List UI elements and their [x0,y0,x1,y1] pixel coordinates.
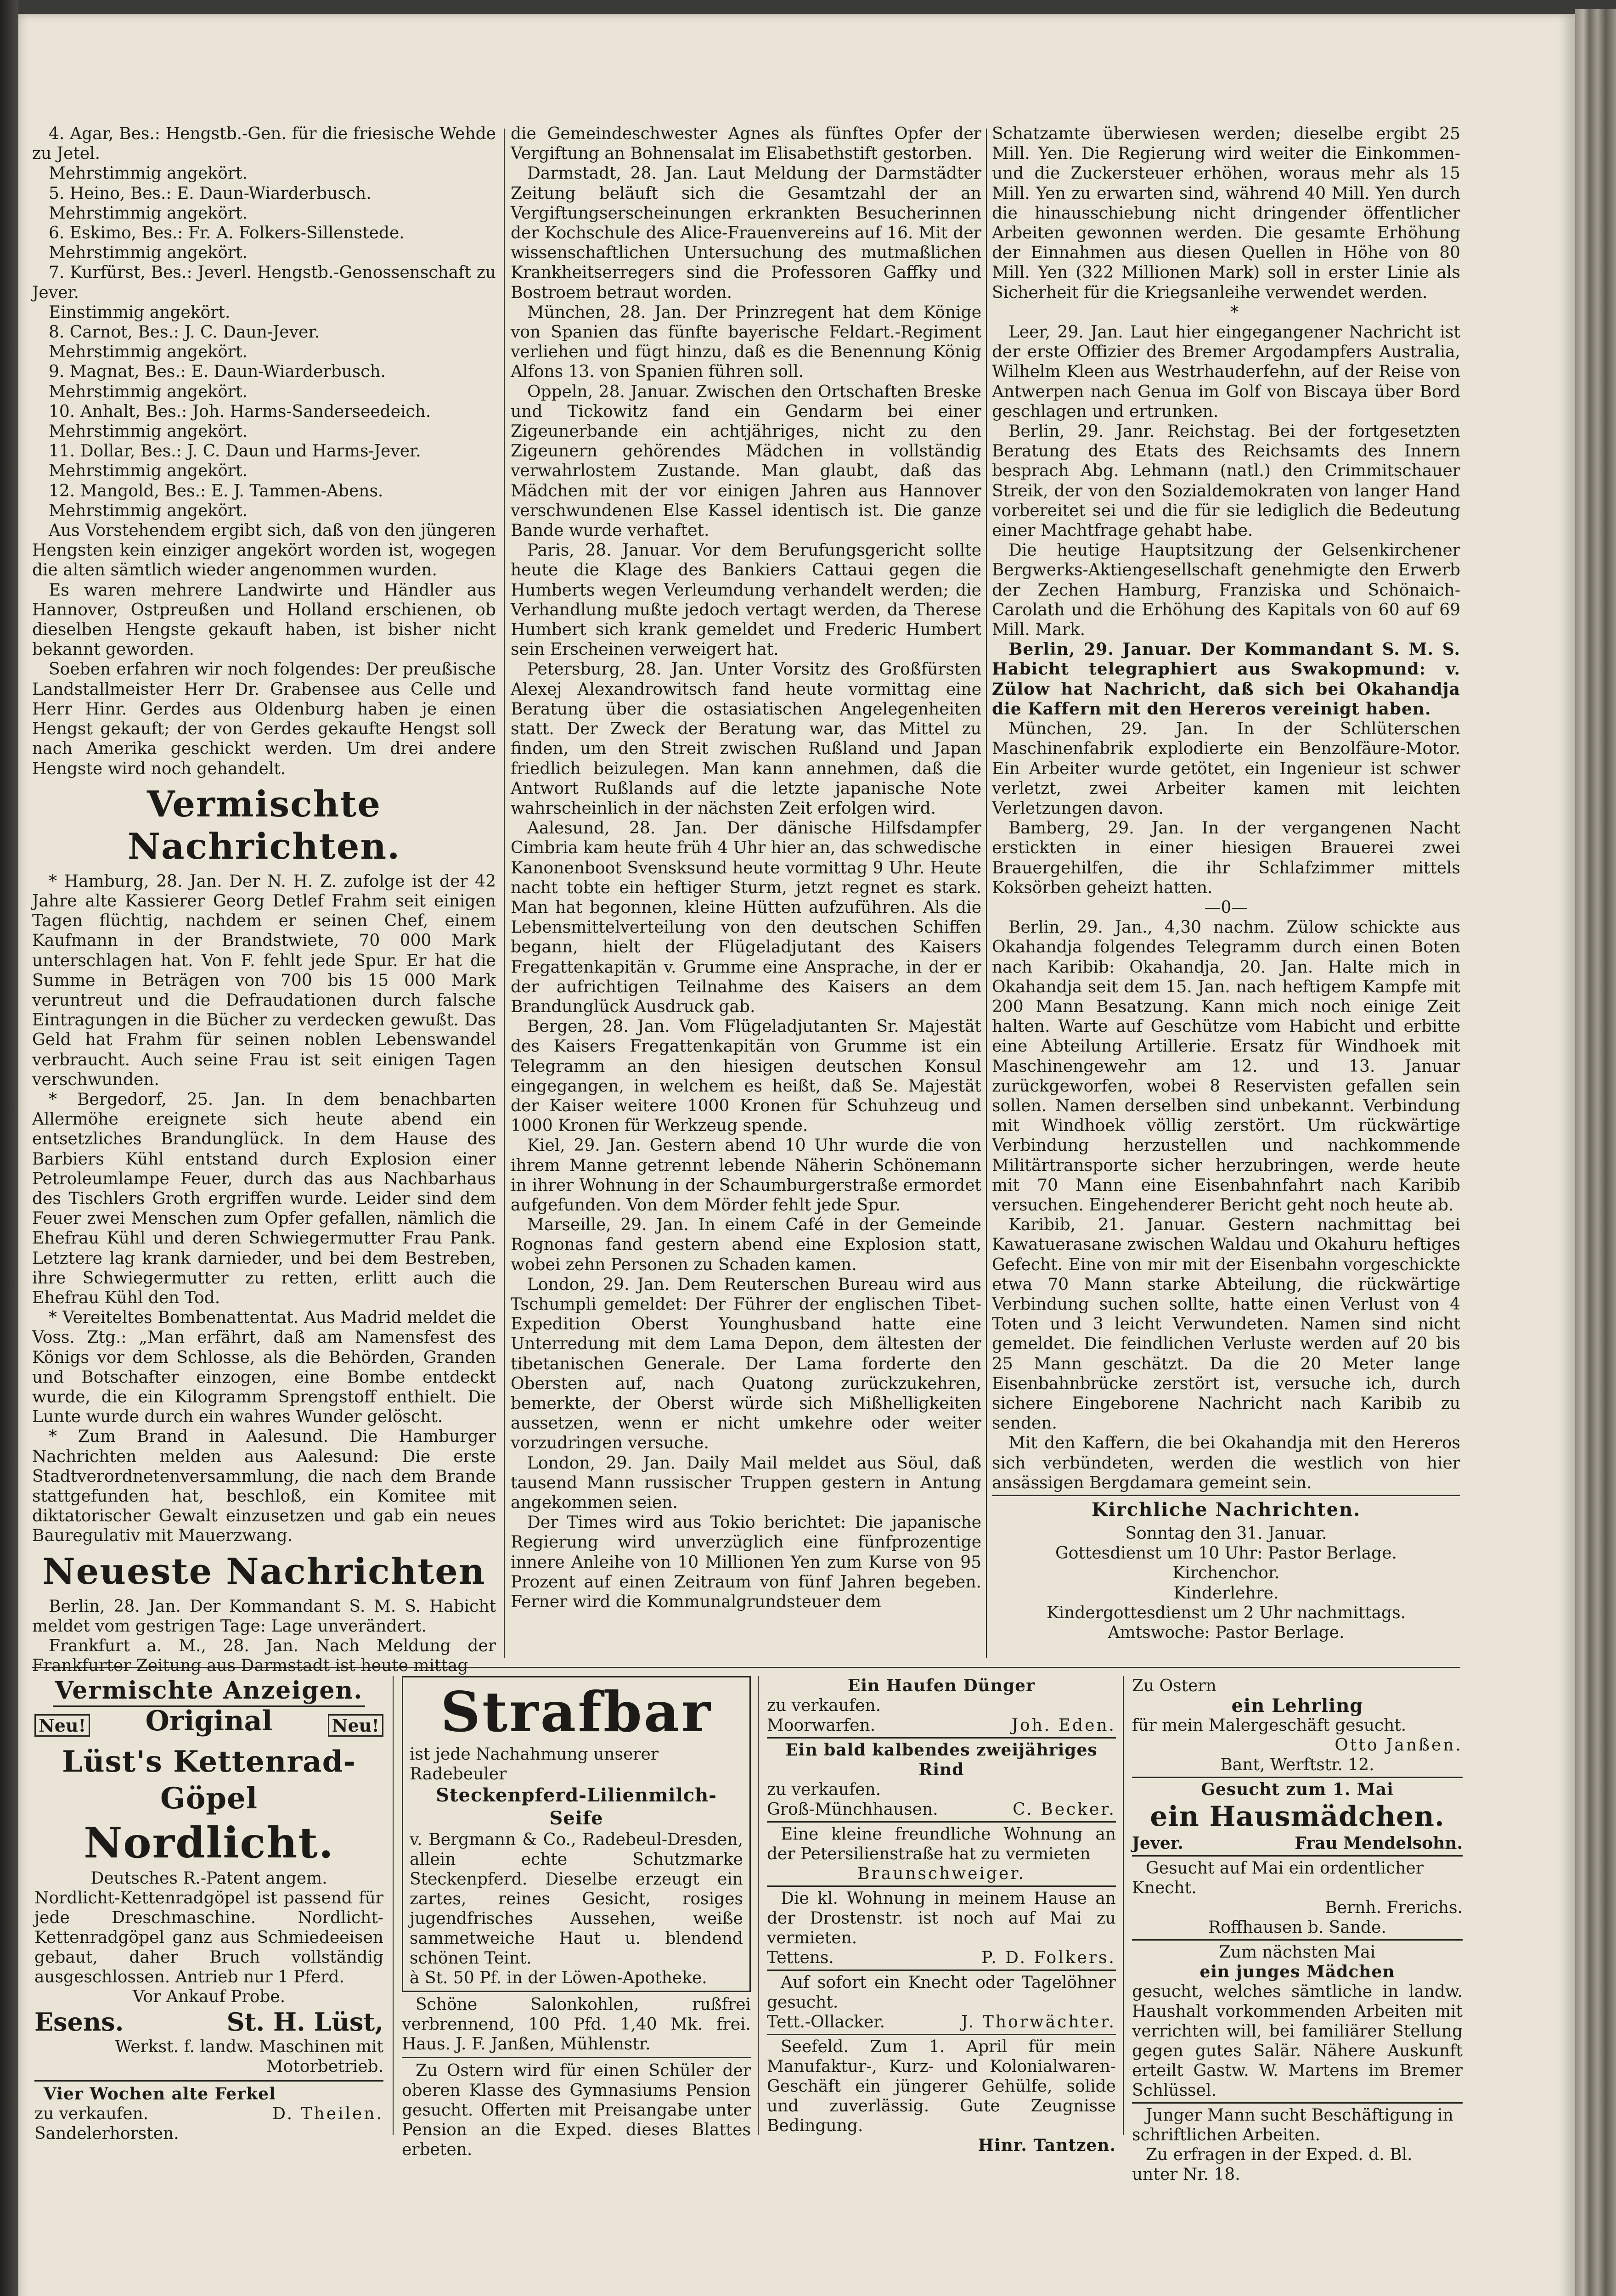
ad-name: Otto Janßen. [1334,1736,1463,1755]
page-edge-left [0,0,18,2296]
ad-name: Braunschweiger. [857,1864,1025,1883]
paragraph: 5. Heino, Bes.: E. Daun-Wiarderbusch. [49,184,372,203]
paragraph: Soeben erfahren wir noch folgendes: Der preußische Landstallmeister Herr Dr. Grabensee aus Celle und Herr Hinr. Gerdes aus Oldenburg haben je einen Hengst gekauft; der von Gerdes gekaufte Hengst soll nach Amerika geschickt werden. Um drei andere Hengste wird noch gehandelt. [32,660,496,778]
ad-name: Joh. Eden. [1011,1716,1116,1735]
ad-place: Roffhausen b. Sande. [1208,1918,1386,1937]
paragraph: Mehrstimmig angekört. [49,501,248,520]
ad-original: Original [145,1705,273,1737]
ad-heading: Ein Haufen Dünger [847,1676,1036,1695]
paragraph: 4. Agar, Bes.: Hengstb.-Gen. für die friesische Wehde zu Jetel. [32,124,496,163]
paragraph: München, 28. Jan. Der Prinzregent hat dem Könige von Spanien das fünfte bayerische Feldart.-Regiment verliehen und fügt hinzu, daß es die Benennung König Alfons 13. von Spanien führen soll. [511,303,981,382]
page-edge-right [1575,9,1616,2296]
paragraph: Frankfurt a. M., 28. Jan. Nach Meldung der Frankfurter Zeitung aus Darmstadt ist heute mittag [32,1637,496,1676]
ad-name: Frau Mendelsohn. [1295,1834,1463,1853]
ad-divider [758,1676,759,2135]
article-column-3 [992,124,1460,1662]
ad-text: Zu Ostern [1132,1677,1216,1695]
column-rule [504,129,505,1658]
paragraph: 6. Eskimo, Bes.: Fr. A. Folkers-Sillenstede. [49,224,405,243]
ad-text: zu verkaufen. [34,2105,149,2123]
ad-strafbar [402,1676,751,2159]
church-line: Kinderlehre. [1173,1583,1279,1603]
paragraph: Mehrstimmig angekört. [49,461,248,481]
paragraph: * Hamburg, 28. Jan. Der N. H. Z. zufolge ist der 42 Jahre alte Kassierer Georg Detlef Frahm seit einigen Tagen flüchtig, nachdem er seinen Chef, einem Kaufmann in der Brandstwiete, 70 000 Mark unterschlagen hat. Von F. fehlt jede Spur. Er hat die Summe in Beträgen von 700 bis 15 000 Mark veruntreut und die Defraudationen durch falsche Eintragungen in die Bücher zu verdecken gewußt. Das Geld hat Frahm für seinen noblen Lebenswandel verbraucht. Auch seine Frau ist seit einigen Tagen verschwunden. [32,872,496,1089]
paragraph: Einstimmig angekört. [49,303,231,322]
paragraph: Karibib, 21. Januar. Gestern nachmittag bei Kawatuerasane zwischen Waldau und Okahuru heftiges Gefecht. Eine von mir mit der Eisenbahn vorgeschickte etwa 70 Mann starke Abteilung, die rückwärtige Verbindung suchen sollte, hatte einen Verlust von 4 Toten und 3 leicht Verwundeten. Namen sind nicht gemeldet. Die feindlichen Verluste werden auf 20 bis 25 Mann geschätzt. Da die 20 Meter lange Eisenbahnbrücke zerstört ist, versuche ich, durch sichere Eingeborene Nachricht nach Karibib zu senden. [992,1216,1460,1433]
separator: —0— [1204,898,1248,917]
article-column-1 [32,124,496,1676]
ad-text: Zum nächsten Mai [1219,1943,1376,1962]
ad-text: Nordlicht-Kettenradgöpel ist passend für jede Dreschmaschine. Nordlicht-Kettenradgöpel ganz aus Schmiedeeisen gebaut, daher Bruch vollständig ausgeschlossen. Antrieb nur 1 Pferd. [34,1889,383,1986]
ad-name: P. D. Folkers. [981,1948,1116,1967]
church-line: Sonntag den 31. Januar. [1125,1524,1327,1543]
paragraph: Es waren mehrere Landwirte und Händler aus Hannover, Ostpreußen und Holland erschienen, ob dieselben Hengste gekauft haben, ist bisher nicht bekannt geworden. [32,580,496,659]
ad-name: J. Thorwächter. [961,2013,1116,2032]
paragraph: Marseille, 29. Jan. In einem Café in der Gemeinde Rognonas fand gestern abend eine Explosion statt, wobei zehn Personen zu Schaden kamen. [511,1216,981,1274]
paragraph: * Bergedorf, 25. Jan. In dem benachbarten Allermöhe ereignete sich heute abend ein entsetzliches Brandunglück. In dem Hause des Barbiers Kühl entstand durch Explosion einer Petroleumlampe Feuer, durch das aus Nachbarhaus des Tischlers Groth ergriffen wurde. Leider sind dem Feuer zwei Menschen zum Opfer gefallen, nämlich die Ehefrau Kühl und deren Schwiegermutter Frau Pank. Letztere lag krank darnieder, und bei dem Bestreben, ihre Schwiegermutter zu retten, erlitt auch die Ehefrau Kühl den Tod. [32,1090,496,1307]
ad-heading: Ein bald kalbendes zweijähriges Rind [785,1740,1098,1779]
ad-heading: ein Lehrling [1231,1695,1363,1716]
ad-title: Lüst's Kettenrad-Göpel [62,1745,356,1816]
ads-heading: Vermischte Anzeigen. [53,1676,365,1707]
paragraph: * Zum Brand in Aalesund. Die Hamburger Nachrichten melden aus Aalesund: Die erste Stadtverordnetenversammlung, die nach dem Brande stattgefunden hat, beschloß, ein Komitee mit diktatorischer Gewalt einzusetzen und gab ein neues Bauregulativ mit Mauerzwang. [32,1427,496,1546]
paragraph: die Gemeindeschwester Agnes als fünftes Opfer der Vergiftung an Bohnensalat im Elisabethstift gestorben. [511,124,981,163]
ad-text: Schöne Salonkohlen, rußfrei verbrennend, 100 Pfd. 1,40 Mk. frei. Haus. J. F. Janßen, Mühlenstr. [402,1995,751,2054]
paragraph: Schatzamte überwiesen werden; dieselbe ergibt 25 Mill. Yen. Die Regierung wird weiter die Einkommen- und die Zuckersteuer erhöhen, woraus mehr als 15 Mill. Yen zu erwarten sind, während 40 Mill. Yen durch die hinausschiebung nicht dringender öffentlicher Arbeiten gewonnen werden. Die gesamte Erhöhung der Einnahmen aus diesen Quellen in Höhe von 80 Mill. Yen (322 Millionen Mark) soll in erster Linie als Sicherheit für die Kriegsanleihe verwendet werden. [992,124,1460,302]
ad-text: gesucht, welches sämtliche in landw. Haushalt vorkommenden Arbeiten mit verrichten will, bei familiärer Stellung gegen gutes Salär. Nähere Auskunft erteilt Gastw. W. Martens im Bremer Schlüssel. [1132,1982,1463,2100]
ad-place: Moorwarfen. [767,1716,876,1735]
ad-text: Deutsches R.-Patent angem. [90,1869,327,1888]
ad-strafbar-title: Strafbar [440,1680,712,1745]
paragraph: 12. Mangold, Bes.: E. J. Tammen-Abens. [49,481,383,501]
church-line: Kindergottesdienst um 2 Uhr nachmittags. [1046,1603,1406,1622]
paragraph: Berlin, 29. Jan., 4,30 nachm. Zülow schickte aus Okahandja folgendes Telegramm durch einen Boten nach Karibib: Okahandja, 20. Jan. Halte mich in Okahandja seit dem 15. Jan. nach heftigem Kampfe mit 200 Mann Besatzung. Kann mich noch einige Zeit halten. Warte auf Geschütze vom Habicht und erbitte eine Abteilung Artillerie. Ersatz für Windhoek mit Maschinengewehr am 12. und 13. Januar zurückgeworfen, wobei 8 Reservisten gefallen sein sollen. Namen derselben sind unbekannt. Verbindung mit Windhoek völlig zerstört. Um rückwärtige Verbindung herzustellen und nachkommende Militärtransporte sicher herzubringen, werde heute mit 70 Mann eine Eisenbahnfahrt nach Karibib versuchen. Eingehenderer Bericht geht noch heute ab. [992,918,1460,1215]
paragraph: London, 29. Jan. Daily Mail meldet aus Söul, daß tausend Mann russischer Truppen gestern in Antung angekommen seien. [511,1453,981,1513]
ad-text: Eine kleine freundliche Wohnung an der Petersilienstraße hat zu vermieten [767,1825,1116,1863]
ad-text: à St. 50 Pf. in der Löwen-Apotheke. [410,1969,707,1987]
ad-place: Groß-Münchhausen. [767,1800,938,1819]
paragraph: Die heutige Hauptsitzung der Gelsenkirchener Bergwerks-Aktiengesellschaft genehmigte den Erwerb der Zechen Hamburg, Franziska und Schönaich-Carolath und die Erhöhung des Kapitals von 60 auf 69 Mill. Mark. [992,541,1460,640]
ad-text: für mein Malergeschäft gesucht. [1132,1716,1407,1735]
paragraph: London, 29. Jan. Dem Reuterschen Bureau wird aus Tschumpli gemeldet: Der Führer der englischen Tibet-Expedition Oberst Younghusband hatte eine Unterredung mit dem Lama Depon, dem ältesten der tibetanischen Generale. Der Lama forderte den Obersten auf, nach Quatong zurückzukehren, bemerkte, der Oberst würde sich Mißhelligkeiten aussetzen, wenn er nicht umkehre oder weiter vorzudringen versuche. [511,1275,981,1453]
paragraph: 10. Anhalt, Bes.: Joh. Harms-Sanderseedeich. [49,402,431,421]
ad-text: ist jede Nachahmung unserer Radebeuler [410,1745,659,1784]
ad-place: Sandelerhorsten. [34,2124,179,2143]
ad-column-small [767,1676,1116,2155]
paragraph: 7. Kurfürst, Bes.: Jeverl. Hengstb.-Genossenschaft zu Jever. [32,263,496,302]
paragraph: Der Times wird aus Tokio berichtet: Die japanische Regierung wird unverzüglich eine fünfprozentige innere Anleihe von 10 Millionen Yen zum Kurse von 95 Prozent auf einen Zeitraum von fünf Jahren begeben. Ferner wird die Kommunalgrundsteuer dem [511,1513,981,1612]
paragraph: Bamberg, 29. Jan. In der vergangenen Nacht erstickten in einer hiesigen Brauerei zwei Brauergehilfen, die ihr Schlafzimmer mittels Koksörben geheizt hatten. [992,819,1460,897]
ad-text: Zu Ostern wird für einen Schüler der oberen Klasse des Gymnasiums Pension gesucht. Offerten mit Preisangabe unter Pension an die Exped. dieses Blattes erbeten. [402,2061,751,2159]
ad-text: zu verkaufen. [767,1780,881,1799]
church-line: Amtswoche: Pastor Berlage. [1108,1623,1345,1643]
paragraph: Mehrstimmig angekört. [49,382,248,401]
section-heading: Vermischte Nachrichten. [127,783,401,867]
ad-text: Junger Mann sucht Beschäftigung in schriftlichen Arbeiten. [1132,2106,1453,2144]
paragraph: 11. Dollar, Bes.: J. C. Daun und Harms-Jever. [49,442,421,461]
paragraph: Mit den Kaffern, die bei Okahandja mit den Hereros sich verbündeten, werden die westlich von hier ansässigen Bergdamara gemeint sein. [992,1434,1460,1492]
ad-place: Esens. [34,2007,124,2037]
paragraph: Paris, 28. Januar. Vor dem Berufungsgericht sollte heute die Klage des Bankiers Cattaui gegen die Humberts wegen Verleumdung verhandelt werden; die Verhandlung mußte jedoch vertagt werden, da Therese Humbert sich krank gemeldet und Frederic Humbert sein Erscheinen verweigert hat. [511,541,981,659]
paragraph: Leer, 29. Jan. Laut hier eingegangener Nachricht ist der erste Offizier des Bremer Argodampfers Australia, Wilhelm Kleen aus Westrhauderfehn, auf der Reise von Antwerpen nach Genua im Golf von Biscaya über Bord geschlagen und ertrunken. [992,323,1460,421]
paragraph: Kiel, 29. Jan. Gestern abend 10 Uhr wurde die von ihrem Manne getrennt lebende Näherin Schönemann in ihrer Wohnung in der Schaumburgerstraße ermordet aufgefunden. Von dem Mörder fehlt jede Spur. [511,1136,981,1215]
church-line: Kirchenchor. [1172,1564,1280,1583]
section-heading: Neueste Nachrichten [42,1550,486,1593]
paragraph: Berlin, 29. Janr. Reichstag. Bei der fortgesetzten Beratung des Etats des Reichsamts des Innern besprach Abg. Lehmann (natl.) den Crimmitschauer Streik, der von den Sozialdemokraten von langer Hand vorbereitet sei und die für sie lediglich die Bedeutung einer Machtfrage gehabt habe. [992,422,1460,540]
ad-place: Tett.-Ollacker. [767,2013,885,2032]
paragraph: Mehrstimmig angekört. [49,164,248,183]
ad-place: Bant, Werftstr. 12. [1220,1756,1374,1774]
ad-luest-goepel [34,1676,383,2143]
ad-text: v. Bergmann & Co., Radebeul-Dresden, allein echte Schutzmarke Steckenpferd. Dieselbe erzeugt ein zartes, reines Gesicht, rosiges jugendfrisches Aussehen, weiße sammetweiche Haut u. blendend schönen Teint. [410,1830,743,1968]
ad-place: Tettens. [767,1948,834,1967]
paragraph: Aus Vorstehendem ergibt sich, daß von den jüngeren Hengsten kein einziger angekört worden ist, wogegen die alten sämtlich wieder angenommen wurden. [32,521,496,580]
column-rule [986,129,987,1658]
paragraph: * Vereiteltes Bombenattentat. Aus Madrid meldet die Voss. Ztg.: „Man erfährt, daß am Namensfest des Königs vor dem Schlosse, als die Behörden, Granden und Botschafter einzogen, eine Bombe entdeckt wurde, die ein Kilogramm Sprengstoff enthielt. Die Lunte wurde durch ein wahres Wunder gelöscht. [32,1308,496,1427]
ad-heading: Vier Wochen alte Ferkel [44,2084,276,2104]
ad-place: Jever. [1132,1834,1183,1853]
paragraph: Oppeln, 28. Januar. Zwischen den Ortschaften Breske und Tickowitz fand ein Gendarm bei einer Zigeunerbande ein achtjähriges, nicht zu den Zigeunern gehörendes Mädchen in vollständig verwahrlostem Zustande. Man glaubt, daß das Mädchen mit der vor einigen Jahren aus Hannover verschwundenen Else Kassel identisch ist. Die ganze Bande wurde verhaftet. [511,382,981,540]
ad-name: Bernh. Frerichs. [1325,1898,1463,1917]
paragraph: 8. Carnot, Bes.: J. C. Daun-Jever. [49,323,320,342]
ad-big-heading: ein Hausmädchen. [1150,1801,1445,1833]
ad-text: Die kl. Wohnung in meinem Hause an der Drostenstr. ist noch auf Mai zu vermieten. [767,1889,1116,1947]
article-column-2 [511,124,981,1662]
church-line: Gottesdienst um 10 Uhr: Pastor Berlage. [1055,1544,1397,1563]
paragraph: Mehrstimmig angekört. [49,243,248,263]
ad-text: zu verkaufen. [767,1696,881,1715]
ad-name: D. Theilen. [272,2105,383,2123]
paragraph: 9. Magnat, Bes.: E. Daun-Wiarderbusch. [49,362,386,382]
paragraph: Berlin, 28. Jan. Der Kommandant S. M. S. Habicht meldet vom gestrigen Tage: Lage unverändert. [32,1597,496,1636]
ad-name: St. H. Lüst, [226,2007,383,2037]
ad-nordlicht: Nordlicht. [84,1818,334,1868]
paragraph: Mehrstimmig angekört. [49,422,248,441]
paragraph: Bergen, 28. Jan. Vom Flügeladjutanten Sr. Majestät des Kaisers Fregattenkapitän von Grumme ist ein Telegramm an den hiesigen deutschen Konsul eingegangen, in welchem es heißt, daß Se. Majestät der Kaiser weitere 1000 Kronen für Schuhzeug und 1000 Kronen für Werkzeug spende. [511,1017,981,1136]
ad-text: Zu erfragen in der Exped. d. Bl. unter Nr. 18. [1132,2145,1413,2184]
paragraph: Darmstadt, 28. Jan. Laut Meldung der Darmstädter Zeitung beläuft sich die Gesamtzahl der an Vergiftungserscheinungen erkrankten Besucherinnen der Kochschule des Alice-Frauenvereins auf 16. Mit der wissenschaftlichen Untersuchung des mutmaßlichen Krankheitserregers sind die Professoren Gaffky und Bostroem betraut worden. [511,164,981,302]
ad-heading: ein junges Mädchen [1199,1962,1395,1981]
ad-column-jobs [1132,1676,1463,2184]
ad-text: Vor Ankauf Probe. [132,1987,286,2006]
paragraph: Aalesund, 28. Jan. Der dänische Hilfsdampfer Cimbria kam heute früh 4 Uhr hier an, das schwedische Kanonenboot Svensksund heute vormittag 9 Uhr. Heute nacht tobte ein heftiger Sturm, jetzt regnet es stark. Man hat begonnen, kleine Hütten aufzuführen. Als die Lebensmittelverteilung von den deutschen Schiffen begann, hielt der Flügeladjutant des Kaisers Fregattenkapitän v. Grumme eine Ansprache, in der er der aufrichtigen Teilnahme des Kaisers an dem Brandunglück Ausdruck gab. [511,819,981,1016]
new-badge: Neu! [34,1714,90,1737]
ad-divider [393,1676,394,2135]
ad-name: Hinr. Tantzen. [978,2136,1116,2155]
new-badge: Neu! [328,1714,383,1737]
ad-text: Seefeld. Zum 1. April für mein Manufaktur-, Kurz- und Kolonialwaren-Geschäft ein jüngerer Gehülfe, solide und zuverlässig. Gute Zeugnisse Bedingung. [767,2037,1116,2135]
ad-text: Werkst. f. landw. Maschinen mit Motorbetrieb. [115,2037,383,2076]
ad-product: Steckenpferd-Lilienmilch-Seife [436,1784,717,1829]
ad-text: Auf sofort ein Knecht oder Tagelöhner gesucht. [767,1973,1116,2012]
paragraph: Petersburg, 28. Jan. Unter Vorsitz des Großfürsten Alexej Alexandrowitsch fand heute vormittag eine Beratung über die ostasiatischen Angelegenheiten statt. Der Zweck der Beratung war, das Mittel zu finden, um den Streit zwischen Rußland und Japan friedlich beizulegen. Man kann annehmen, daß die Antwort Rußlands auf die letzte japanische Note wahrscheinlich in der nächsten Zeit erfolgen wird. [511,660,981,818]
ad-text: Gesucht auf Mai ein ordentlicher Knecht. [1132,1859,1424,1897]
paragraph: München, 29. Jan. In der Schlüterschen Maschinenfabrik explodierte ein Benzolfäure-Motor. Ein Arbeiter wurde getötet, ein Ingenieur ist schwer verletzt, zwei Arbeiter kamen mit leichten Verletzungen davon. [992,720,1460,818]
paragraph: Mehrstimmig angekört. [49,343,248,362]
paragraph: Mehrstimmig angekört. [49,203,248,223]
section-heading: Kirchliche Nachrichten. [992,1495,1460,1522]
separator-star: * [1230,303,1239,322]
ad-name: C. Becker. [1013,1800,1116,1819]
ad-divider [1123,1676,1124,2135]
paragraph: Berlin, 29. Januar. Der Kommandant S. M. S. Habicht telegraphiert aus Swakopmund: v. Zülow hat Nachricht, daß sich bei Okahandja die Kaffern mit den Hereros vereinigt haben. [992,640,1460,719]
ad-heading: Gesucht zum 1. Mai [1201,1780,1394,1799]
